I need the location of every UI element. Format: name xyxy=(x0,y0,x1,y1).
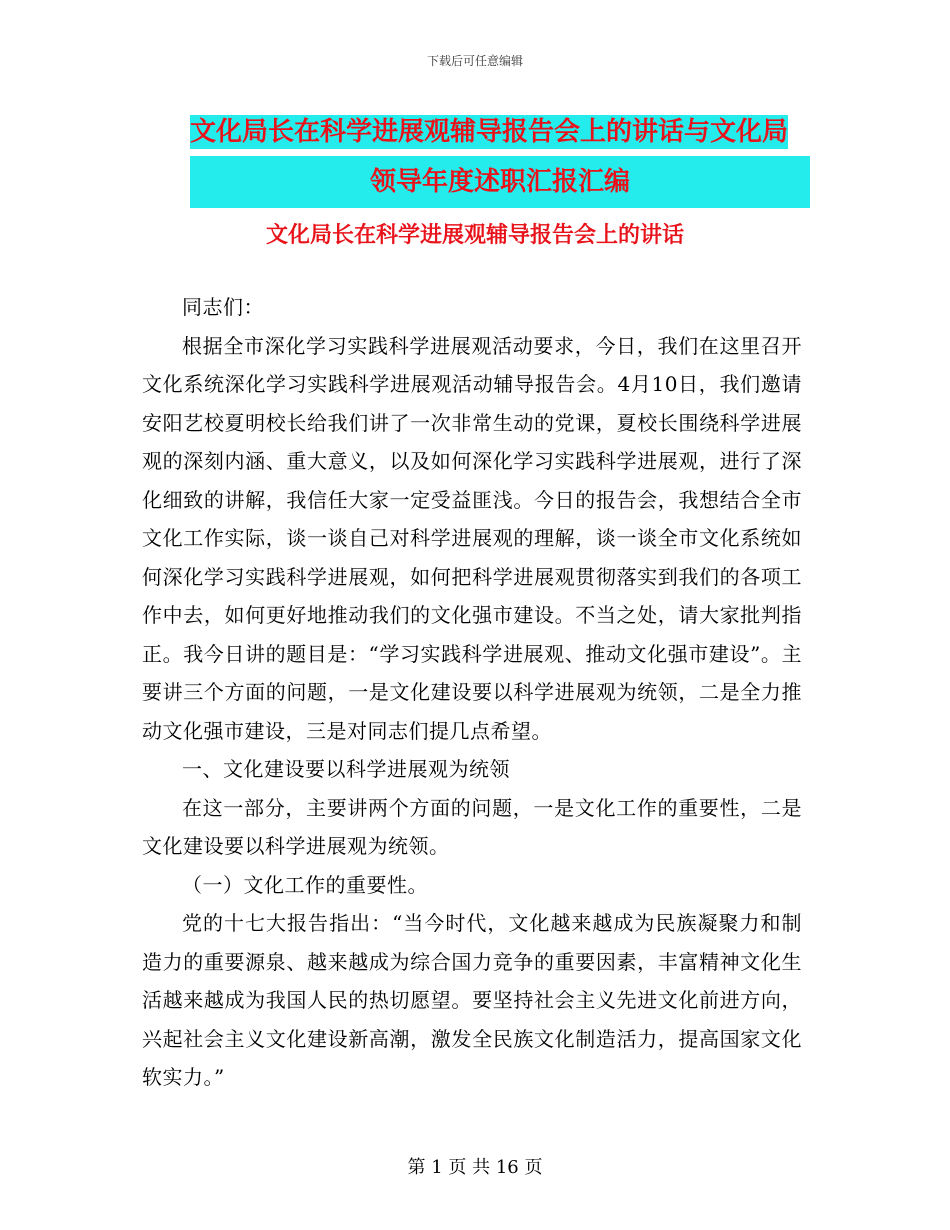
document-title-line-2: 领导年度述职汇报汇编 xyxy=(369,167,630,197)
paragraph-part-one-overview: 在这一部分，主要讲两个方面的问题，一是文化工作的重要性，二是文化建设要以科学进展观为统领。 xyxy=(142,795,802,858)
paragraph-intro: 根据全市深化学习实践科学进展观活动要求，今日，我们在这里召开文化系统深化学习实践科学进展观活动辅导报告会。4月10日，我们邀请安阳艺校夏明校长给我们讲了一次非常生动的党课，夏校长围绕科学进展观的深刻内涵、重大意义，以及如何深化学习实践科学进展观，进行了深化细致的讲解，我信任大家一定受益匪浅。今日的报告会，我想结合全市文化工作实际，谈一谈自己对科学进展观的理解，谈一谈全市文化系统如何深化学习实践科学进展观，如何把科学进展观贯彻落实到我们的各项工作中去，如何更好地推动我们的文化强市建设。不当之处，请大家批判指正。我今日讲的题目是：“学习实践科学进展观、推动文化强市建设”。主要讲三个方面的问题，一是文化建设要以科学进展观为统领，二是全力推动文化强市建设，三是对同志们提几点希望。 xyxy=(142,333,802,743)
heading-part-one: 一、文化建设要以科学进展观为统领 xyxy=(182,757,510,781)
page-footer: 第 1 页 共 16 页 xyxy=(407,1157,543,1178)
body-text xyxy=(142,288,802,1097)
salutation: 同志们： xyxy=(182,295,264,319)
paragraph-quote: 党的十七大报告指出：“当今时代，文化越来越成为民族凝聚力和制造力的重要源泉、越来越成为综合国力竞争的重要因素，丰富精神文化生活越来越成为我国人民的热切愿望。要坚持社会主义先进文化前进方向，兴起社会主义文化建设新高潮，激发全民族文化制造活力，提高国家文化软实力。” xyxy=(142,911,802,1089)
subheading-one: （一）文化工作的重要性。 xyxy=(182,872,428,897)
section-title: 文化局长在科学进展观辅导报告会上的讲话 xyxy=(265,223,684,248)
header-note: 下载后可任意编辑 xyxy=(426,54,523,68)
document-title-line-1: 文化局长在科学进展观辅导报告会上的讲话与文化局 xyxy=(190,117,789,147)
document-title xyxy=(190,108,810,208)
